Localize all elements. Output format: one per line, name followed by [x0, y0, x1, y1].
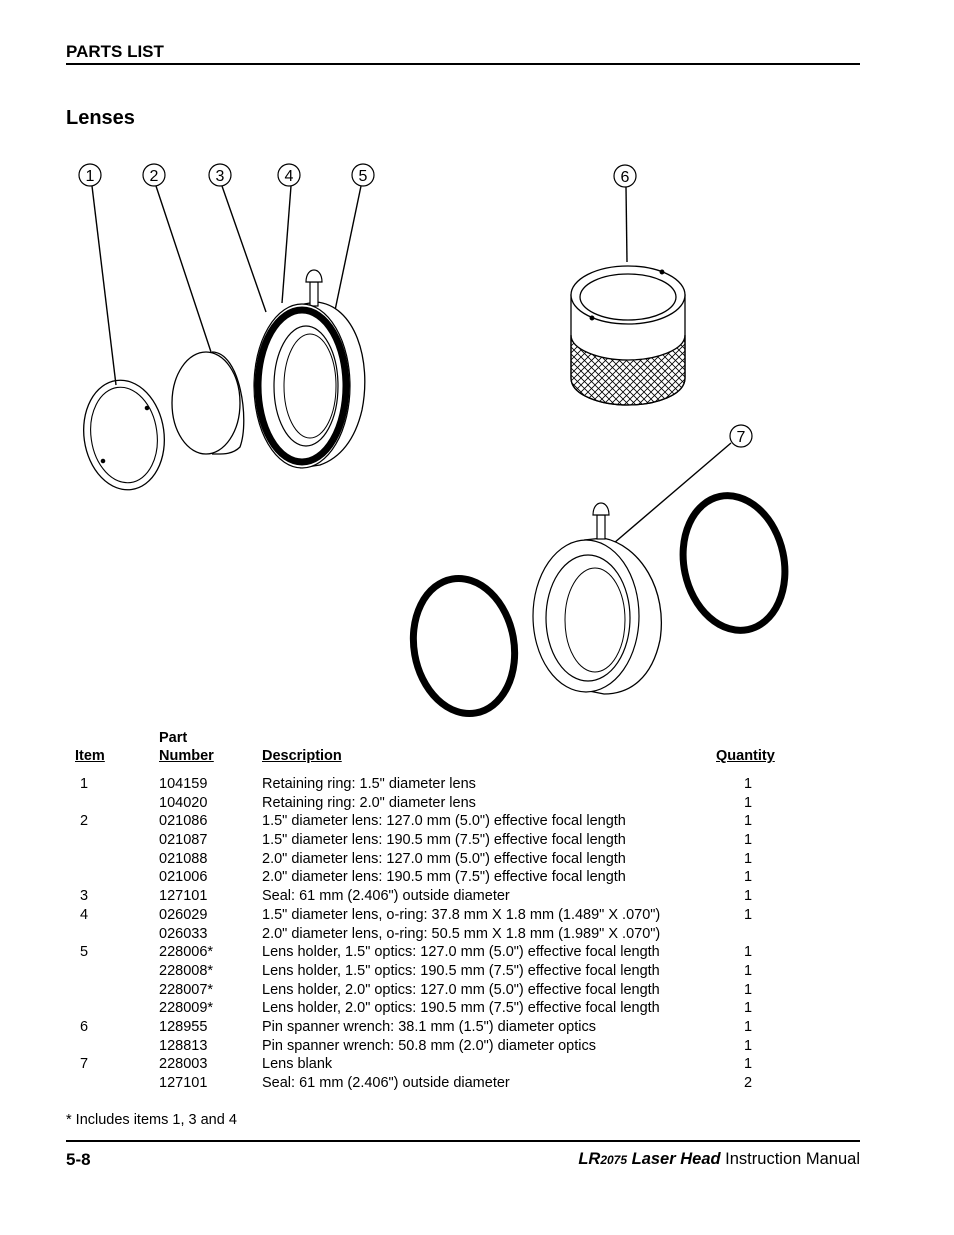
retaining-ring-illustration	[77, 375, 172, 495]
lens-illustration	[172, 352, 244, 454]
table-row: 228007* Lens holder, 2.0" optics: 127.0 mm (5.0") effective focal length 1	[159, 981, 753, 998]
table-row: 5 228006* Lens holder, 1.5" optics: 127.0 mm (5.0") effective focal length 1	[80, 944, 753, 961]
svg-text:1: 1	[85, 168, 95, 185]
lens-holder-illustration	[254, 270, 365, 468]
table-row: 228008* Lens holder, 1.5" optics: 190.5 mm (7.5") effective focal length 1	[159, 962, 753, 979]
table-row: 026033 2.0" diameter lens, o-ring: 50.5 mm X 1.8 mm (1.989" X .070")	[159, 925, 661, 942]
svg-text:3: 3	[215, 168, 225, 185]
manual-label: Instruction Manual	[725, 1150, 860, 1168]
svg-text:7: 7	[736, 429, 746, 446]
callout-7	[730, 425, 752, 447]
table-row: 128813 Pin spanner wrench: 50.8 mm (2.0") diameter optics 1	[159, 1037, 753, 1054]
table-row: 4 026029 1.5" diameter lens, o-ring: 37.8 mm X 1.8 mm (1.489" X .070") 1	[80, 906, 753, 923]
callout-1	[79, 164, 101, 186]
footer-rule	[66, 1140, 860, 1142]
table-row: 021006 2.0" diameter lens: 190.5 mm (7.5") effective focal length 1	[159, 869, 753, 886]
table-row: 021087 1.5" diameter lens: 190.5 mm (7.5") effective focal length 1	[159, 832, 753, 849]
page-number: 5-8	[66, 1150, 91, 1169]
table-header	[66, 728, 860, 772]
table-row: 1 104159 Retaining ring: 1.5" diameter lens 1	[80, 776, 753, 792]
model-name: LR2075 Laser Head	[578, 1150, 721, 1168]
header-part-top: Part	[159, 730, 188, 746]
spanner-wrench-illustration	[571, 266, 685, 405]
svg-text:2: 2	[149, 168, 159, 185]
table-row: 2 021086 1.5" diameter lens: 127.0 mm (5.0") effective focal length 1	[80, 813, 753, 830]
parts-table	[66, 728, 860, 1093]
table-row: 104020 Retaining ring: 2.0" diameter lens 1	[159, 794, 753, 811]
svg-text:6: 6	[620, 169, 630, 186]
table-body	[66, 775, 860, 1093]
table-row: 7 228003 Lens blank 1	[80, 1056, 753, 1073]
table-row: 021088 2.0" diameter lens: 127.0 mm (5.0") effective focal length 1	[159, 850, 753, 867]
callout-3	[209, 164, 231, 186]
table-row: 127101 Seal: 61 mm (2.406") outside diameter 2	[159, 1075, 753, 1091]
callout-5	[352, 164, 374, 186]
svg-text:5: 5	[358, 168, 368, 185]
callout-4	[278, 164, 300, 186]
header-description: Description	[262, 748, 342, 764]
table-row: 3 127101 Seal: 61 mm (2.406") outside diameter 1	[80, 888, 753, 905]
lens-blank-illustration	[403, 486, 797, 720]
callout-6	[614, 165, 636, 187]
header-part-number: Number	[159, 748, 214, 764]
section-title: Lenses	[66, 107, 135, 129]
footnote: * Includes items 1, 3 and 4	[66, 1112, 237, 1128]
footer-title	[578, 1150, 860, 1169]
callout-2	[143, 164, 165, 186]
svg-text:4: 4	[284, 168, 294, 185]
table-row: 228009* Lens holder, 2.0" optics: 190.5 mm (7.5") effective focal length 1	[159, 1000, 753, 1017]
header-item: Item	[75, 748, 105, 764]
section-header: PARTS LIST	[66, 42, 164, 61]
header-quantity: Quantity	[716, 748, 775, 764]
table-row: 6 128955 Pin spanner wrench: 38.1 mm (1.5") diameter optics 1	[80, 1018, 753, 1035]
